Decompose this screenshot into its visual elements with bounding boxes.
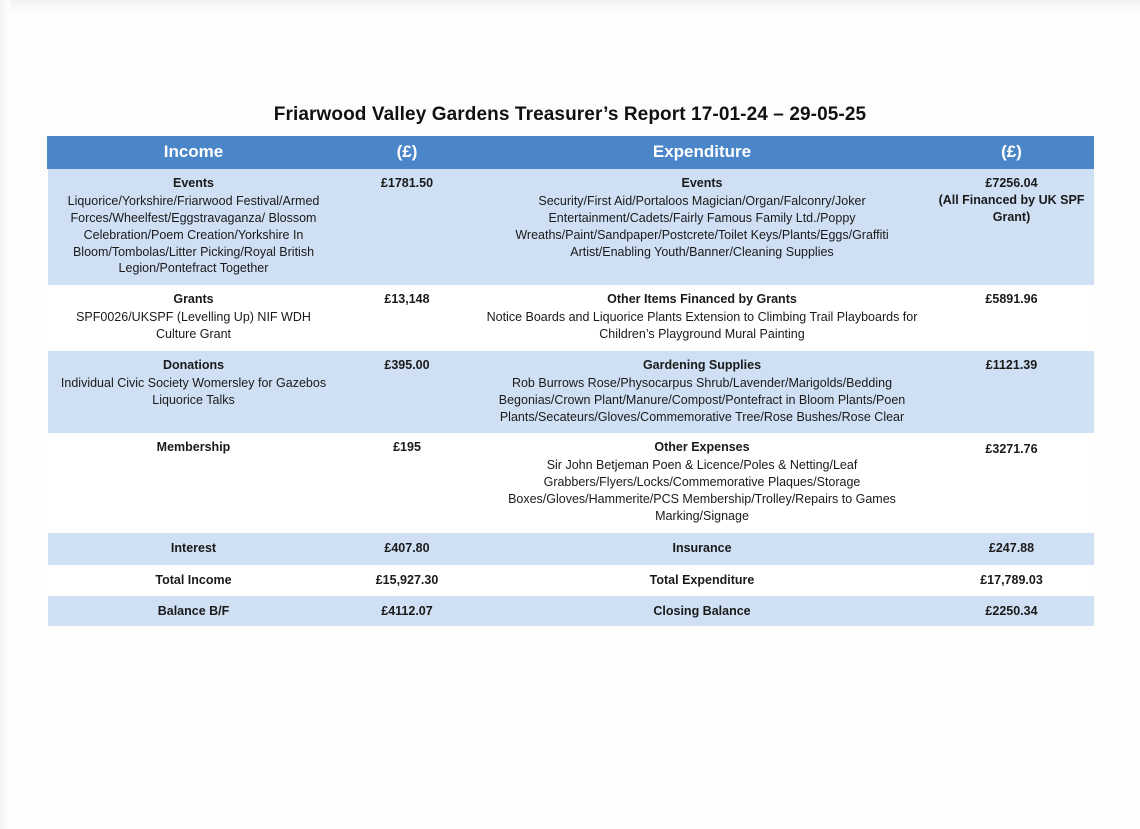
expenditure-category-detail: Security/First Aid/Portaloos Magician/Organ/Falconry/Joker Entertainment/Cadets/Fairly Famous Family Ltd./Poppy Wreaths/Paint/Sandpaper/Postcrete/Toilet Keys/Plants/Eggs/Graffiti Artist/Enabling Youth/Banner/Cleaning Supplies (515, 193, 889, 259)
expenditure-amount-cell (930, 433, 1094, 532)
income-category-title: Grants (173, 292, 214, 307)
expenditure-total-amount: £17,789.03 (930, 565, 1094, 596)
expenditure-amount-cell: £1121.39 (930, 351, 1094, 434)
income-category-cell (48, 533, 340, 565)
column-header-expenditure-amount: (£) (930, 137, 1094, 169)
table-row (48, 169, 1094, 286)
table-row (48, 596, 1094, 627)
income-amount-cell: £195 (340, 433, 475, 532)
expenditure-amount-value: £3271.76 (985, 442, 1038, 457)
expenditure-category-detail: Notice Boards and Liquorice Plants Extension to Climbing Trail Playboards for Children’s Playground Mural Painting (486, 310, 918, 341)
income-category-title: Events (173, 176, 214, 190)
expenditure-category-detail: Sir John Betjeman Poen & Licence/Poles & Netting/Leaf Grabbers/Flyers/Locks/Commemorative Plaques/Storage Boxes/Gloves/Hammerite/PCS Membership/Trolley/Repairs to Games Marking/Signage (508, 458, 896, 523)
expenditure-category-title: Other Expenses (654, 440, 750, 455)
scan-edge-top (0, 0, 1140, 14)
table-row (48, 565, 1094, 596)
income-category-title: Donations (162, 357, 225, 372)
expenditure-category-cell (475, 533, 930, 565)
income-category-detail: SPF0026/UKSPF (Levelling Up) NIF WDH Culture Grant (76, 310, 311, 341)
column-header-expenditure: Expenditure (475, 137, 930, 169)
treasurers-report-table (47, 136, 1094, 626)
expenditure-category-title: Insurance (672, 540, 732, 555)
closing-balance-label: Closing Balance (475, 596, 930, 627)
table-row (48, 351, 1094, 434)
balance-bf-amount: £4112.07 (340, 596, 475, 627)
closing-balance-amount: £2250.34 (930, 596, 1094, 627)
expenditure-category-cell (475, 351, 930, 434)
expenditure-total-label: Total Expenditure (475, 565, 930, 596)
income-category-detail: Individual Civic Society Womersley for Gazebos Liquorice Talks (60, 375, 327, 407)
expenditure-amount-cell (930, 169, 1094, 286)
expenditure-category-title: Gardening Supplies (642, 357, 762, 372)
expenditure-amount-cell: £5891.96 (930, 285, 1094, 351)
income-category-cell (48, 351, 340, 434)
income-total-label: Total Income (48, 565, 340, 596)
column-header-income: Income (48, 137, 340, 169)
income-category-title: Membership (156, 440, 231, 455)
income-amount-cell: £1781.50 (340, 169, 475, 286)
column-header-income-amount: (£) (340, 137, 475, 169)
table-header-row (48, 137, 1094, 169)
income-amount-cell: £407.80 (340, 533, 475, 565)
income-amount-cell: £395.00 (340, 351, 475, 434)
expenditure-category-title: Other Items Financed by Grants (607, 292, 797, 307)
income-total-amount: £15,927.30 (340, 565, 475, 596)
income-category-cell (48, 285, 340, 351)
expenditure-category-cell (475, 285, 930, 351)
expenditure-category-title: Events (681, 176, 723, 190)
income-amount-cell: £13,148 (340, 285, 475, 351)
income-category-title: Interest (170, 540, 217, 555)
balance-bf-label: Balance B/F (48, 596, 340, 627)
income-category-cell (48, 433, 340, 532)
table-row (48, 285, 1094, 351)
table-row (48, 433, 1094, 532)
page-title: Friarwood Valley Gardens Treasurer’s Report 17-01-24 – 29-05-25 (273, 104, 867, 125)
expenditure-category-detail: Rob Burrows Rose/Physocarpus Shrub/Lavender/Marigolds/Bedding Begonias/Crown Plant/Manure/Compost/Pontefract in Bloom Plants/Poen Plants/Secateurs/Gloves/Commemorative Tree/Rose Bushes/Rose Clear (498, 375, 906, 424)
expenditure-amount-cell: £247.88 (930, 533, 1094, 565)
expenditure-category-cell (475, 169, 930, 286)
table-body (48, 169, 1094, 627)
table-row (48, 533, 1094, 565)
expenditure-amount-value: £7256.04 (985, 176, 1038, 190)
expenditure-amount-note: (All Financed by UK SPF Grant) (938, 192, 1085, 224)
expenditure-category-cell (475, 433, 930, 532)
income-category-detail: Liquorice/Yorkshire/Friarwood Festival/Armed Forces/Wheelfest/Eggstravaganza/ Blossom Celebration/Poem Creation/Yorkshire In Bloom/Tombolas/Litter Picking/Royal British Legion/Pontefract Together (67, 193, 320, 276)
income-category-cell (48, 169, 340, 286)
